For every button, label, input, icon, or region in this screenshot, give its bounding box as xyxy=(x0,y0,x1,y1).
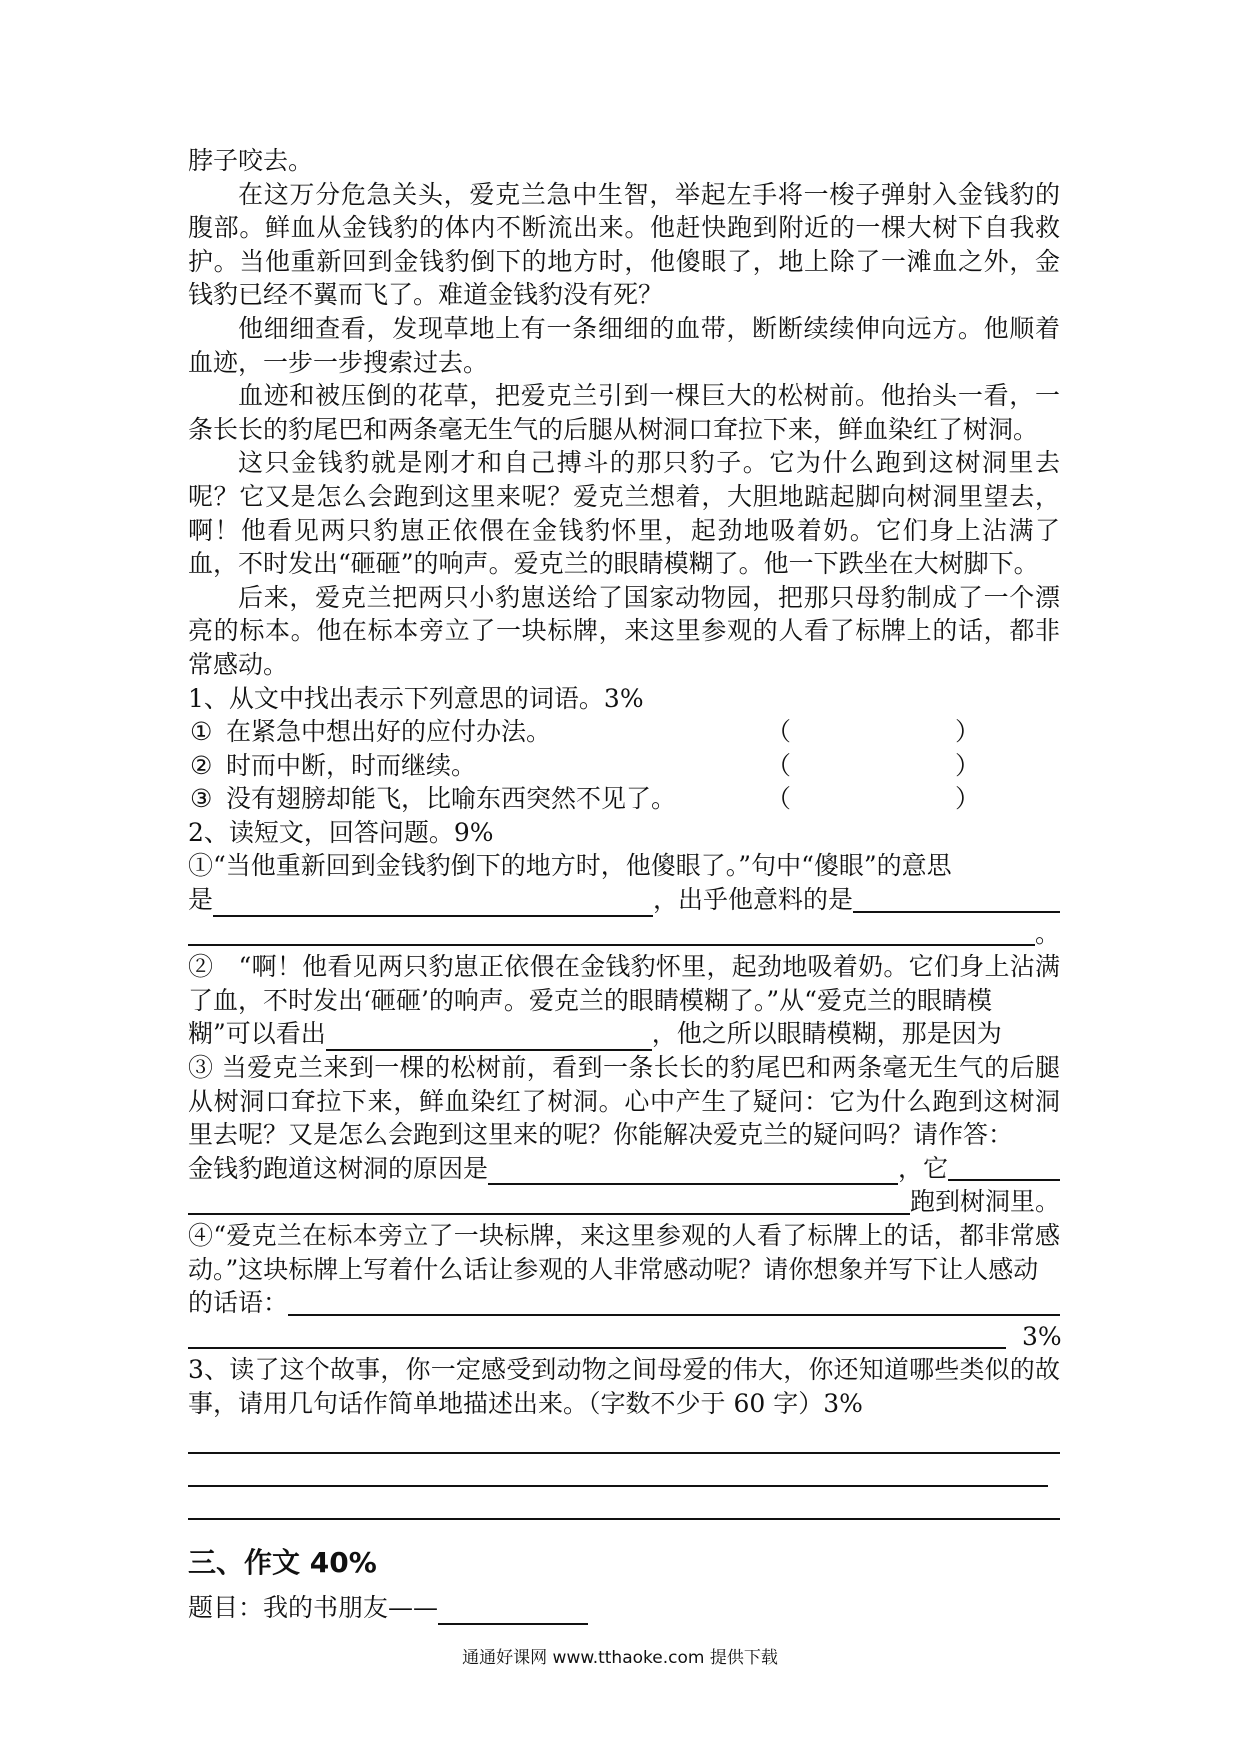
question-2a-text: ①“当他重新回到金钱豹倒下的地方时，他傻眼了。”句中“傻眼”的意思 xyxy=(188,851,952,881)
question-1-item xyxy=(188,715,1060,749)
question-2a-answer-row: 是 ，出乎他意料的是 xyxy=(188,883,1060,917)
question-1-item xyxy=(188,782,1060,816)
answer-parentheses[interactable]: （ ） xyxy=(766,784,980,814)
question-2c-answer-row: 金钱豹跑道这树洞的原因是 ，它 xyxy=(188,1152,1060,1186)
composition-topic-row: 题目：我的书朋友—— xyxy=(188,1591,1060,1625)
answer-line[interactable] xyxy=(188,1421,1060,1454)
answer-line[interactable] xyxy=(188,1487,1060,1520)
exam-page xyxy=(188,144,1060,1625)
answer-blank[interactable] xyxy=(213,891,653,917)
question-2d-answer-row: 的话语： xyxy=(188,1286,1060,1320)
item-number: ② xyxy=(190,750,213,780)
passage-paragraph: 脖子咬去。 xyxy=(188,146,314,175)
item-text: 在紧急中想出好的应付办法。 xyxy=(226,717,552,747)
footer-credit: 通通好课网 www.tthaoke.com 提供下载 xyxy=(462,1648,778,1668)
answer-blank[interactable] xyxy=(188,1321,1006,1349)
passage-paragraph: 在这万分危急关头，爱克兰急中生智，举起左手将一梭子弹射入金钱豹的腹部。鲜血从金钱豹的体内不断流出来。他赶快跑到附近的一棵大树下自我救护。当他重新回到金钱豹倒下的地方时，他傻眼了，地上除了一滩血之外，金钱豹已经不翼而飞了。难道金钱豹没有死？ xyxy=(188,179,1060,310)
item-text: 时而中断，时而继续。 xyxy=(226,750,477,780)
question-2d-answer-row xyxy=(188,1320,1060,1354)
score-label: 3% xyxy=(1022,1321,1062,1351)
section-heading: 三、作文 40% xyxy=(188,1545,377,1579)
answer-parentheses[interactable]: （ ） xyxy=(766,750,980,780)
question-1-item xyxy=(188,749,1060,783)
passage-paragraph: 他细细查看，发现草地上有一条细细的血带，断断续续伸向远方。他顺着血迹，一步一步搜索过去。 xyxy=(188,313,1060,377)
item-number: ③ xyxy=(190,784,213,814)
answer-parentheses[interactable]: （ ） xyxy=(766,717,980,747)
question-2c-text: ③ 当爱克兰来到一棵的松树前，看到一条长长的豹尾巴和两条毫无生气的后腿从树洞口耷拉下来，鲜血染红了树洞。心中产生了疑问：它为什么跑到这树洞里去呢？又是怎么会跑到这里来的呢？你能解决爱克兰的疑问吗？请作答： xyxy=(188,1053,1060,1150)
topic-blank[interactable] xyxy=(438,1599,588,1625)
question-3-text: 3、读了这个故事，你一定感受到动物之间母爱的伟大，你还知道哪些类似的故事，请用几句话作简单地描述出来。（字数不少于 60 字）3% xyxy=(188,1355,1060,1418)
item-number: ① xyxy=(190,717,213,747)
item-text: 没有翅膀却能飞，比喻东西突然不见了。 xyxy=(226,784,677,814)
question-2b-answer-row: 糊”可以看出 ，他之所以眼睛模糊，那是因为 xyxy=(188,1017,1060,1051)
answer-blank[interactable] xyxy=(288,1288,1060,1316)
answer-blank[interactable] xyxy=(488,1159,898,1185)
passage-paragraph: 这只金钱豹就是刚才和自己搏斗的那只豹子。它为什么跑到这树洞里去呢？它又是怎么会跑到这里来呢？爱克兰想着，大胆地踮起脚向树洞里望去，啊！他看见两只豹崽正依偎在金钱豹怀里，起劲地吸着奶。它们身上沾满了血，不时发出“砸砸”的响声。爱克兰的眼睛模糊了。他一下跌坐在大树脚下。 xyxy=(188,448,1060,579)
passage-paragraph: 血迹和被压倒的花草，把爱克兰引到一棵巨大的松树前。他抬头一看，一条长长的豹尾巴和两条毫无生气的后腿从树洞口耷拉下来，鲜血染红了树洞。 xyxy=(188,381,1060,444)
question-2a-answer-row: 。 xyxy=(188,917,1060,951)
question-2b-text: ② “啊！他看见两只豹崽正依偎在金钱豹怀里，起劲地吸着奶。它们身上沾满了血，不时发出‘砸砸’的响声。爱克兰的眼睛模糊了。”从“爱克兰的眼睛模 xyxy=(188,952,1060,1015)
answer-blank[interactable] xyxy=(948,1153,1060,1181)
question-2c-answer-row: 跑到树洞里。 xyxy=(188,1185,1060,1219)
question-2-title: 2、读短文，回答问题。9% xyxy=(188,817,494,847)
passage-paragraph: 后来，爱克兰把两只小豹崽送给了国家动物园，把那只母豹制成了一个漂亮的标本。他在标本旁立了一块标牌，来这里参观的人看了标牌上的话，都非常感动。 xyxy=(188,582,1060,679)
answer-blank[interactable] xyxy=(326,1025,652,1051)
question-2d-text: ④“爱克兰在标本旁立了一块标牌，来这里参观的人看了标牌上的话，都非常感动。”这块标牌上写着什么话让参观的人非常感动呢？请你想象并写下让人感动 xyxy=(188,1221,1060,1284)
question-1-title: 1、从文中找出表示下列意思的词语。3% xyxy=(188,683,644,713)
answer-blank[interactable] xyxy=(188,1187,910,1215)
answer-blank[interactable] xyxy=(853,885,1060,913)
answer-line[interactable] xyxy=(188,1454,1048,1487)
answer-blank[interactable] xyxy=(188,918,1035,946)
